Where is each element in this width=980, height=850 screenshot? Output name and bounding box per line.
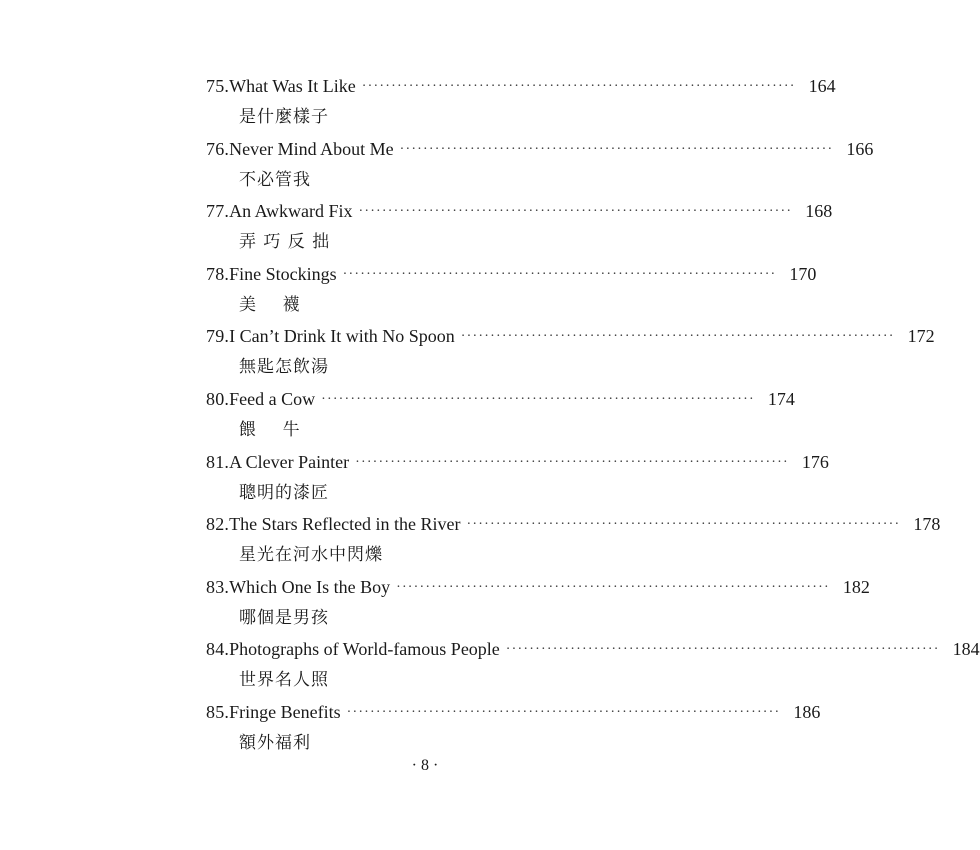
toc-entry [206, 514, 941, 577]
entry-number: 77. [206, 201, 230, 222]
entry-page-number: 186 [793, 701, 821, 722]
entry-title: An Awkward Fix [229, 201, 353, 222]
entry-title: Photographs of World-famous People [229, 639, 500, 660]
dot-leader: ·········································································· [460, 329, 895, 345]
entry-chinese-title: 是什麼樣子 [239, 107, 329, 127]
entry-chinese-title: 額外福利 [239, 732, 311, 753]
toc-entry [206, 639, 980, 702]
dot-leader: ·········································································· [361, 79, 796, 94]
entry-page-number: 178 [913, 514, 941, 535]
entry-chinese-title: 世界名人照 [239, 670, 329, 691]
entry-title: What Was It Like [229, 76, 356, 96]
entry-page-number: 168 [805, 201, 833, 222]
entry-page-number: 174 [767, 388, 795, 409]
entry-page-number: 164 [808, 76, 836, 96]
entry-page-number: 166 [846, 138, 874, 159]
entry-number: 79. [206, 326, 230, 347]
toc-entry [206, 326, 935, 389]
table-of-contents [206, 76, 980, 765]
entry-page-number: 172 [907, 326, 935, 347]
toc-entry [206, 576, 870, 640]
entry-number: 84. [206, 639, 230, 660]
entry-title: Fringe Benefits [229, 701, 341, 722]
dot-leader: ·········································································· [342, 266, 777, 282]
entry-title: Feed a Cow [229, 388, 316, 409]
dot-leader: ·········································································· [466, 517, 901, 533]
dot-leader: ·········································································· [505, 642, 940, 658]
entry-chinese-title: 星光在河水中閃爍 [239, 545, 383, 566]
entry-number: 81. [206, 451, 230, 472]
toc-entry [206, 138, 874, 202]
entry-chinese-title: 不必管我 [239, 169, 311, 190]
entry-number: 76. [206, 138, 230, 159]
entry-title: Which One Is the Boy [229, 576, 391, 597]
dot-leader: ·········································································· [399, 141, 834, 157]
entry-page-number: 176 [801, 451, 829, 472]
entry-chinese-title: 哪個是男孩 [239, 607, 329, 628]
entry-number: 75. [206, 76, 230, 96]
entry-chinese-title: 弄 巧 反 拙 [239, 232, 331, 253]
entry-chinese-title: 餵 牛 [239, 419, 301, 440]
entry-chinese-title: 無匙怎飲湯 [239, 357, 329, 378]
entry-title: A Clever Painter [229, 451, 350, 472]
entry-page-number: 170 [789, 263, 817, 284]
entry-number: 78. [206, 263, 230, 284]
toc-entry [206, 263, 817, 327]
dot-leader: ·········································································· [358, 204, 793, 220]
entry-title: Fine Stockings [229, 263, 337, 284]
toc-entry [206, 201, 833, 264]
entry-number: 80. [206, 388, 230, 409]
entry-title: Never Mind About Me [229, 138, 394, 159]
entry-title: The Stars Reflected in the River [229, 514, 461, 535]
entry-title: I Can’t Drink It with No Spoon [229, 326, 455, 347]
dot-leader: ·········································································· [321, 391, 755, 407]
dot-leader: ·········································································· [355, 454, 789, 470]
entry-chinese-title: 美 襪 [239, 294, 301, 315]
entry-page-number: 182 [842, 576, 870, 597]
entry-page-number: 184 [952, 639, 980, 660]
dot-leader: ·········································································· [396, 579, 830, 595]
entry-number: 85. [206, 701, 230, 722]
toc-entry [206, 388, 795, 452]
entry-chinese-title: 聰明的漆匠 [239, 482, 329, 503]
page-footer-number: · 8 · [411, 757, 439, 774]
entry-number: 82. [206, 514, 230, 535]
entry-number: 83. [206, 576, 230, 597]
toc-entry [206, 76, 836, 139]
toc-entry [206, 701, 821, 765]
toc-entry [206, 451, 829, 515]
dot-leader: ·········································································· [346, 704, 781, 720]
